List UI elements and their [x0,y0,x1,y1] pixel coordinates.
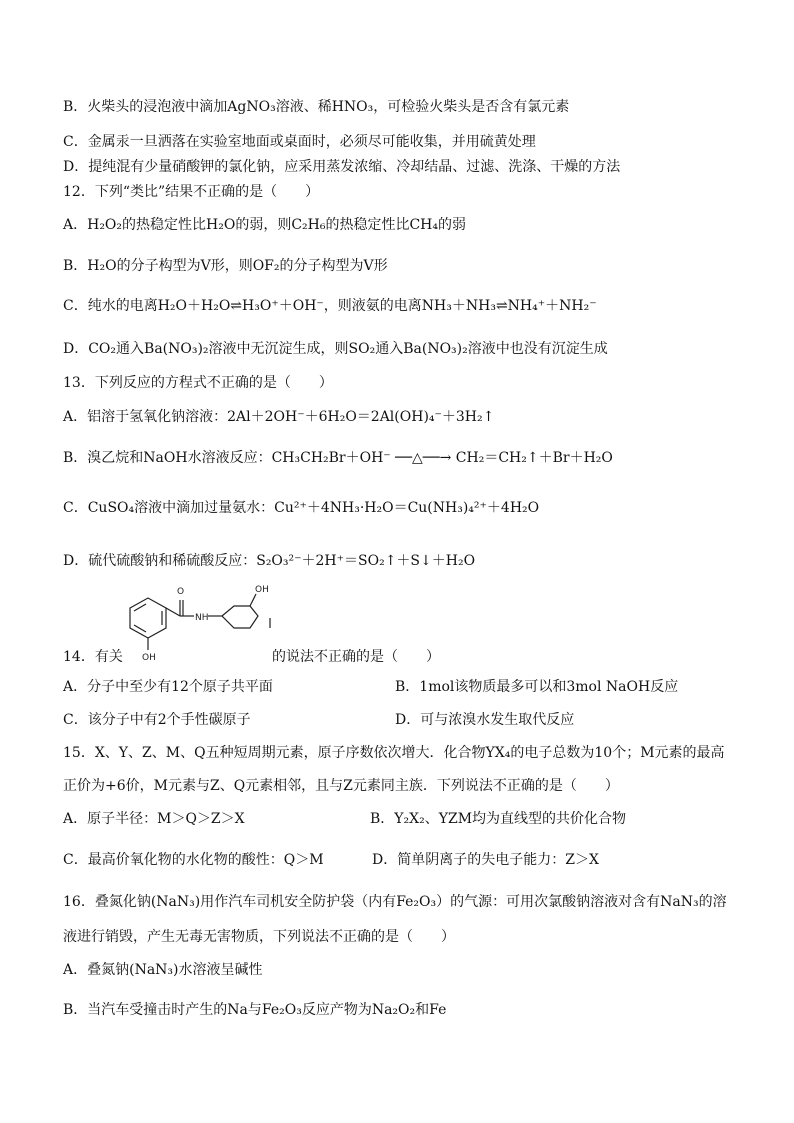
line-q13-b: B．溴乙烷和NaOH水溶液反应：CH₃CH₂Br＋OH⁻ ──△──→ CH₂＝CH₂↑＋Br＋H₂O [63,450,613,466]
line-q13-a: A．铝溶于氢氧化钠溶液：2Al＋2OH⁻＋6H₂O＝2Al(OH)₄⁻＋3H₂↑ [63,409,495,425]
line-q11-b: B．火柴头的浸泡液中滴加AgNO₃溶液、稀HNO₃，可检验火柴头是否含有氯元素 [63,99,570,115]
line-q14-c: C．该分子中有2个手性碳原子 [63,712,251,728]
line-q12-d: D．CO₂通入Ba(NO₃)₂溶液中无沉淀生成，则SO₂通入Ba(NO₃)₂溶液中也没有沉淀生成 [63,341,608,357]
question-16-stem-line1: 16．叠氮化钠(NaN₃)用作汽车司机安全防护袋（内有Fe₂O₃）的气源：可用次氯酸钠溶液对含有NaN₃的溶 [63,894,727,910]
line-q12-c: C．纯水的电离H₂O＋H₂O⇌H₃O⁺＋OH⁻，则液氨的电离NH₃＋NH₃⇌NH₄⁺＋NH₂⁻ [63,298,597,314]
line-q12-b: B．H₂O的分子构型为V形，则OF₂的分子构型为V形 [63,258,388,274]
line-q14-b: B．1mol该物质最多可以和3mol NaOH反应 [395,679,679,695]
question-14-suffix: 的说法不正确的是（ ） [272,649,440,665]
question-15-stem-line2: 正价为+6价，M元素与Z、Q元素相邻，且与Z元素同主族．下列说法不正确的是（ ） [63,778,619,794]
question-16-stem-line2: 液进行销毁，产生无毒无害物质，下列说法不正确的是（ ） [63,929,455,945]
molecule-structure [110,580,280,670]
line-q14-d: D．可与浓溴水发生取代反应 [395,712,575,728]
line-q15-c: C．最高价氧化物的水化物的酸性：Q＞M [63,852,324,868]
ring-oh-label: OH [255,585,269,595]
line-q11-d: D．提纯混有少量硝酸钾的氯化钠，应采用蒸发浓缩、冷却结晶、过滤、洗涤、干燥的方法 [63,159,621,175]
line-q12-a: A．H₂O₂的热稳定性比H₂O的弱，则C₂H₆的热稳定性比CH₄的弱 [63,217,466,233]
line-q14-a: A．分子中至少有12个原子共平面 [63,679,273,695]
question-15-stem-line1: 15．X、Y、Z、M、Q五种短周期元素，原子序数依次增大．化合物YX₄的电子总数为10个；M元素的最高 [63,745,725,761]
question-13-stem: 13．下列反应的方程式不正确的是（ ） [63,375,333,391]
amide-nh-label: NH [195,613,209,623]
line-q15-a: A．原子半径：M＞Q＞Z＞X [63,811,245,827]
line-q13-d: D．硫代硫酸钠和稀硫酸反应：S₂O₃²⁻＋2H⁺＝SO₂↑＋S↓＋H₂O [63,553,476,569]
line-q13-c: C．CuSO₄溶液中滴加过量氨水：Cu²⁺＋4NH₃·H₂O＝Cu(NH₃)₄²⁺＋4H₂O [63,500,540,516]
line-q11-c: C．金属汞一旦洒落在实验室地面或桌面时，必须尽可能收集，并用硫黄处理 [63,134,536,150]
question-12-stem: 12．下列“类比”结果不正确的是（ ） [63,184,320,200]
carbonyl-o-label: O [177,587,185,597]
question-14-prefix: 14．有关 [63,649,123,665]
phenol-oh-label: OH [142,653,156,663]
line-q16-b: B．当汽车受撞击时产生的Na与Fe₂O₃反应产物为Na₂O₂和Fe [63,1002,447,1018]
line-q15-d: D．简单阴离子的失电子能力：Z＞X [372,852,599,868]
line-q16-a: A．叠氮钠(NaN₃)水溶液呈碱性 [63,962,263,978]
line-q15-b: B．Y₂X₂、YZM均为直线型的共价化合物 [370,811,627,827]
